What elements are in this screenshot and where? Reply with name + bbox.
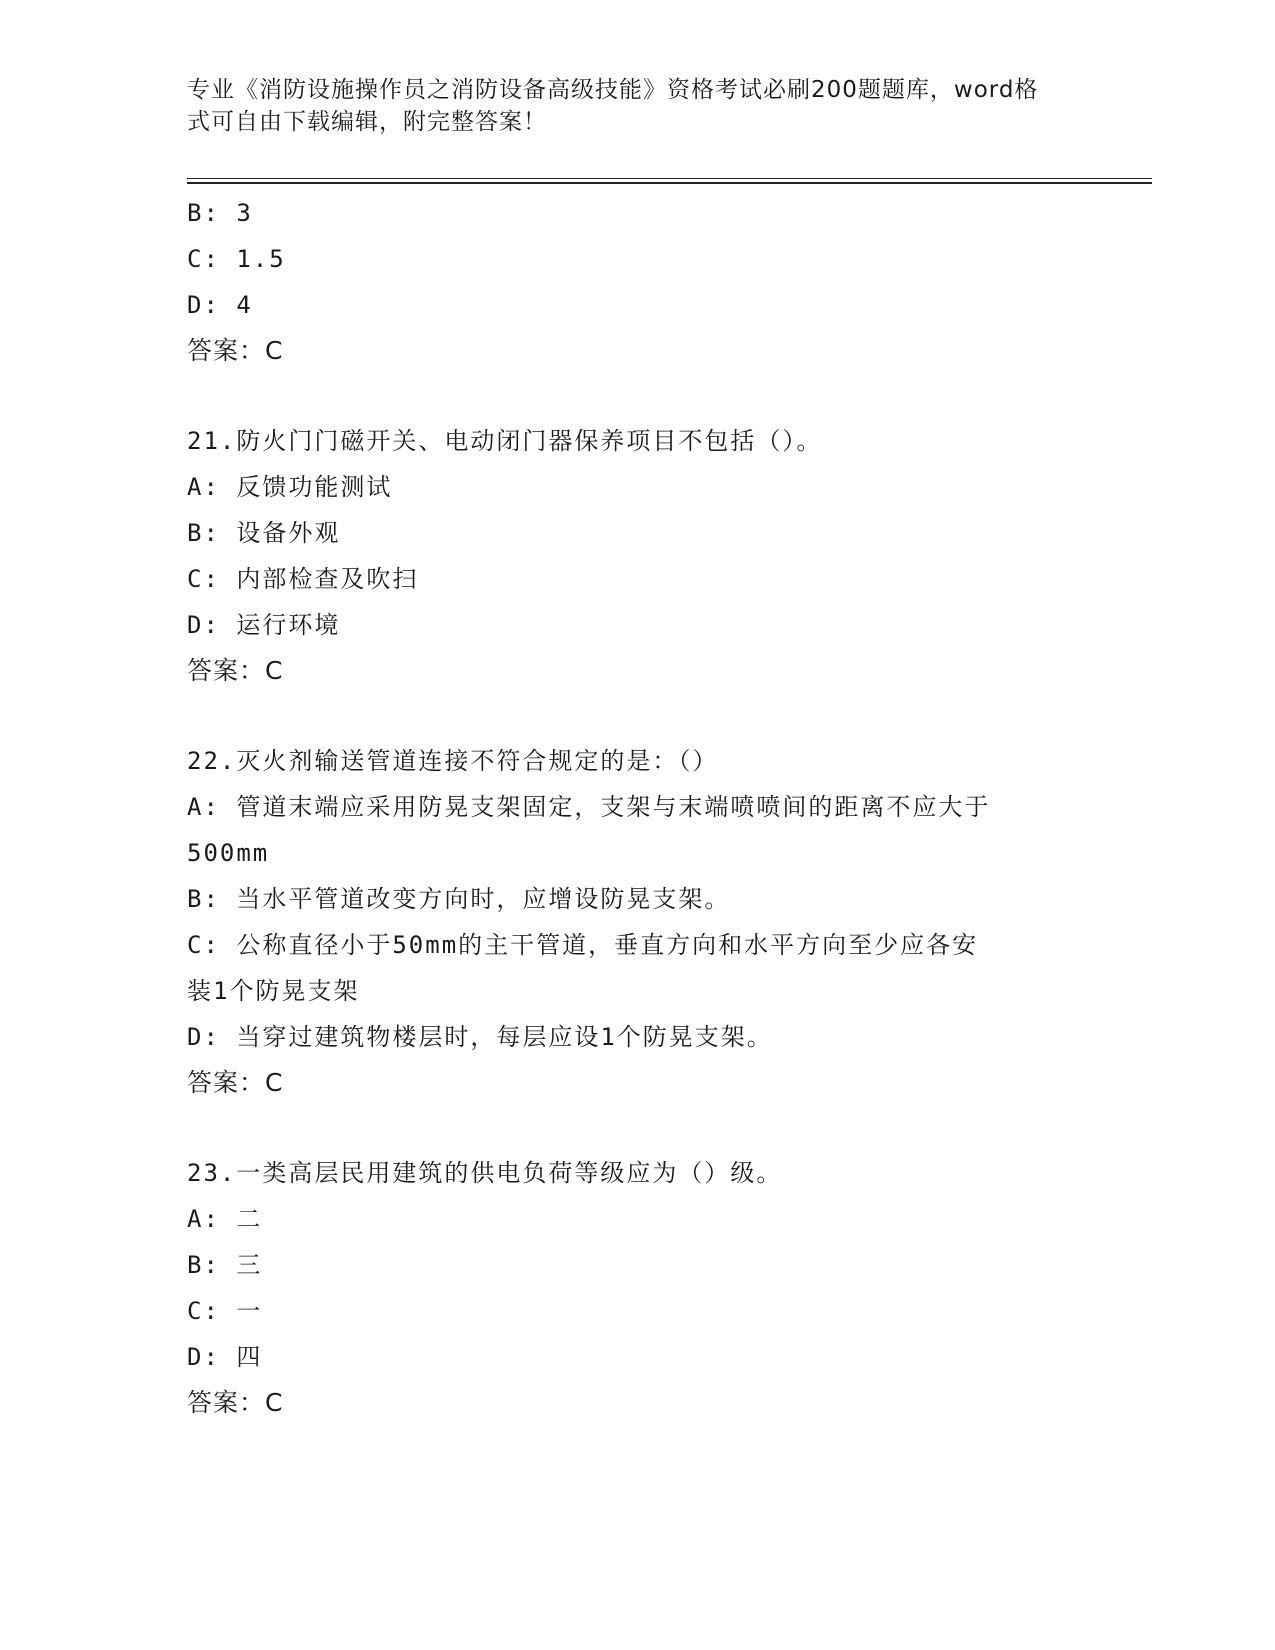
question-22 xyxy=(187,738,1087,1106)
question-content xyxy=(187,190,1087,1426)
answer-line: 答案：C xyxy=(187,1388,284,1417)
answer-line: 答案：C xyxy=(187,336,284,365)
header-divider-thick xyxy=(187,182,1152,184)
option-b: B: 设备外观 xyxy=(187,519,341,547)
question-title: 21.防火门门磁开关、电动闭门器保养项目不包括（）。 xyxy=(187,427,823,455)
option-c: C: 一 xyxy=(187,1297,263,1325)
question-23 xyxy=(187,1150,1087,1426)
option-c: C: 内部检查及吹扫 xyxy=(187,565,419,593)
option-a-continued: 500mm xyxy=(187,839,270,867)
option-b: B: 3 xyxy=(187,199,253,227)
option-c: C: 公称直径小于50mm的主干管道，垂直方向和水平方向至少应各安 xyxy=(187,931,979,959)
header-line-2: 式可自由下载编辑，附完整答案！ xyxy=(187,109,547,135)
question-title: 23.一类高层民用建筑的供电负荷等级应为（）级。 xyxy=(187,1159,783,1187)
option-a: A: 管道末端应采用防晃支架固定，支架与末端喷喷间的距离不应大于 xyxy=(187,793,991,821)
partial-question xyxy=(187,190,1087,374)
question-21 xyxy=(187,418,1087,694)
option-b: B: 三 xyxy=(187,1251,263,1279)
answer-line: 答案：C xyxy=(187,656,284,685)
option-b: B: 当水平管道改变方向时，应增设防晃支架。 xyxy=(187,885,731,913)
answer-line: 答案：C xyxy=(187,1068,284,1097)
header-divider-thin xyxy=(187,178,1152,179)
option-d: D: 运行环境 xyxy=(187,611,341,639)
option-a: A: 反馈功能测试 xyxy=(187,473,393,501)
header-line-1: 专业《消防设施操作员之消防设备高级技能》资格考试必刷200题题库，word格 xyxy=(187,77,1039,103)
option-d: D: 当穿过建筑物楼层时，每层应设1个防晃支架。 xyxy=(187,1023,773,1051)
option-c: C: 1.5 xyxy=(187,245,286,273)
document-header xyxy=(187,74,1067,138)
option-c-continued: 装1个防晃支架 xyxy=(187,977,360,1005)
option-a: A: 二 xyxy=(187,1205,263,1233)
question-title: 22.灭火剂输送管道连接不符合规定的是：（） xyxy=(187,747,719,775)
option-d: D: 四 xyxy=(187,1343,263,1371)
option-d: D: 4 xyxy=(187,291,253,319)
